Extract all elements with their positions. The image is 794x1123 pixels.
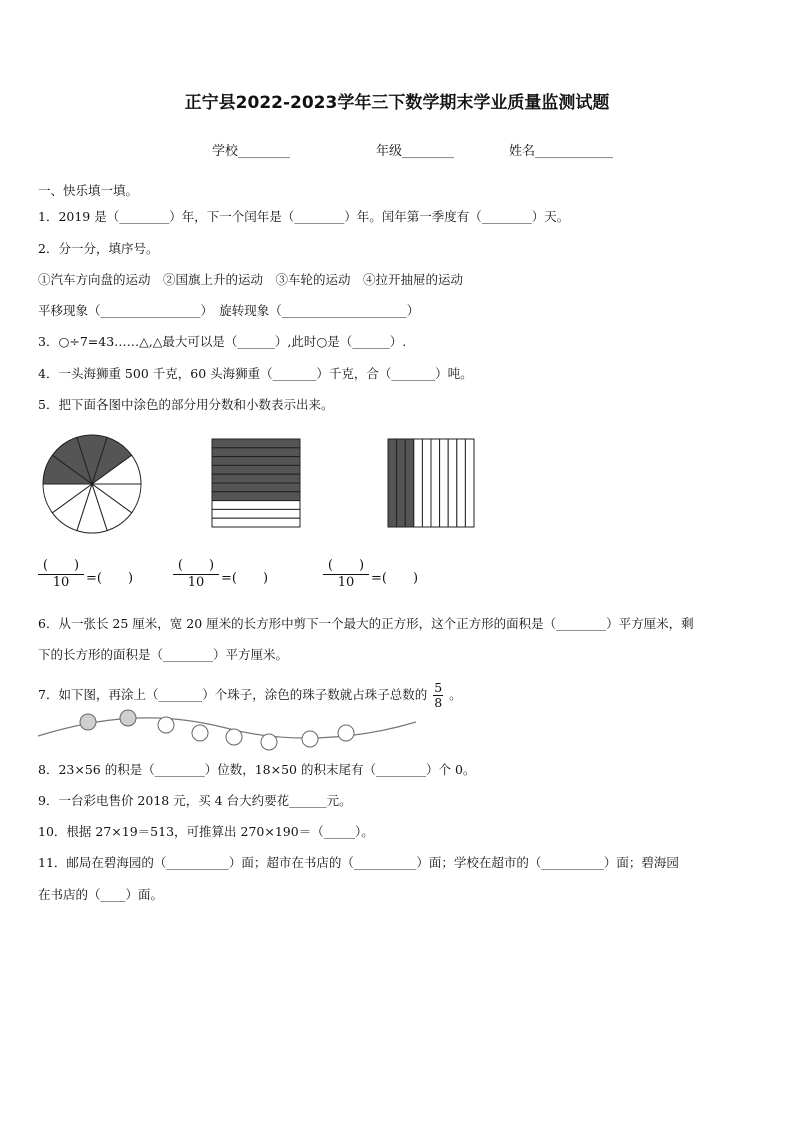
stripe-row: [212, 448, 300, 457]
question-9: 9．一台彩电售价 2018 元，买 4 台大约要花______元。: [38, 793, 352, 808]
question-8: 8．23×56 的积是（________）位数，18×50 的积末尾有（________）个 0。: [38, 762, 476, 777]
stripe-column: [405, 439, 414, 527]
decimal-answer-2: =( ): [221, 571, 269, 586]
vertical-stripes-figure: [386, 437, 476, 529]
bead: [302, 731, 318, 747]
question-10: 10．根据 27×19＝513，可推算出 270×190＝（_____）。: [38, 824, 374, 839]
stripe-row: [212, 439, 300, 448]
decimal-answer-3: =( ): [371, 571, 419, 586]
stripe-column: [465, 439, 474, 527]
circle-fraction-figure: [38, 430, 146, 538]
fraction-denominator: 10: [187, 575, 205, 590]
question-7-text: 7．如下图，再涂上（_______）个珠子，涂色的珠子数就占珠子总数的: [38, 687, 428, 702]
school-field: 学校________: [212, 144, 291, 159]
fraction-numerator: ( ): [173, 557, 219, 575]
stripe-column: [388, 439, 397, 527]
stripe-column: [422, 439, 431, 527]
name-field: 姓名____________: [509, 144, 614, 159]
fraction-denominator: 10: [337, 575, 355, 590]
stripe-row: [212, 483, 300, 492]
section-heading: 一、快乐填一填。: [38, 183, 139, 198]
fraction-numerator: 5: [434, 680, 443, 695]
page-title: 正宁县2022-2023学年三下数学期末学业质量监测试题: [184, 93, 610, 113]
question-4: 4．一头海狮重 500 千克，60 头海狮重（_______）千克，合（_______）吨。: [38, 366, 473, 381]
fraction-numerator: ( ): [323, 557, 369, 575]
horizontal-stripes-figure: [210, 437, 302, 529]
question-6-line-1: 6．从一张长 25 厘米，宽 20 厘米的长方形中剪下一个最大的正方形，这个正方形的面积是（________）平方厘米，剩: [38, 616, 694, 631]
question-7-fraction: [433, 681, 443, 710]
decimal-answer-1: =( ): [86, 571, 134, 586]
bead: [338, 725, 354, 741]
bead-string-figure: [36, 706, 418, 752]
question-2-options: ①汽车方向盘的运动 ②国旗上升的运动 ③车轮的运动 ④拉开抽屉的运动: [38, 272, 464, 287]
bead: [120, 710, 136, 726]
question-3: 3．○÷7=43……△,△最大可以是（______）,此时○是（______）.: [38, 334, 407, 349]
question-7-suffix: 。: [449, 687, 462, 702]
stripe-row: [212, 465, 300, 474]
stripe-row: [212, 501, 300, 510]
question-11-line-2: 在书店的（____）面。: [38, 887, 164, 902]
fraction-answer-2: [173, 557, 219, 591]
question-1: 1．2019 是（________）年，下一个闰年是（________）年。闰年第一季度有（________）天。: [38, 209, 570, 224]
question-2-blanks: 平移现象（________________） 旋转现象（____________________）: [38, 303, 420, 318]
stripe-column: [397, 439, 406, 527]
fraction-answer-3: [323, 557, 369, 591]
stripe-row: [212, 457, 300, 466]
stripe-column: [431, 439, 440, 527]
fraction-denominator: 8: [434, 695, 443, 710]
fraction-denominator: 10: [52, 575, 70, 590]
question-6-line-2: 下的长方形的面积是（________）平方厘米。: [38, 647, 289, 662]
bead: [158, 717, 174, 733]
stripe-column: [440, 439, 449, 527]
stripe-row: [212, 492, 300, 501]
fraction-answer-1: [38, 557, 84, 591]
bead: [261, 734, 277, 750]
question-5: 5．把下面各图中涂色的部分用分数和小数表示出来。: [38, 397, 334, 412]
grade-field: 年级________: [376, 144, 455, 159]
bead: [192, 725, 208, 741]
stripe-row: [212, 474, 300, 483]
question-2: 2．分一分，填序号。: [38, 241, 159, 256]
stripe-column: [414, 439, 423, 527]
stripe-column: [457, 439, 466, 527]
stripe-column: [448, 439, 457, 527]
bead: [226, 729, 242, 745]
question-11-line-1: 11．邮局在碧海园的（__________）面；超市在书店的（__________）面；学校在超市的（__________）面；碧海园: [38, 855, 679, 870]
bead: [80, 714, 96, 730]
stripe-row: [212, 509, 300, 518]
fraction-numerator: ( ): [38, 557, 84, 575]
stripe-row: [212, 518, 300, 527]
